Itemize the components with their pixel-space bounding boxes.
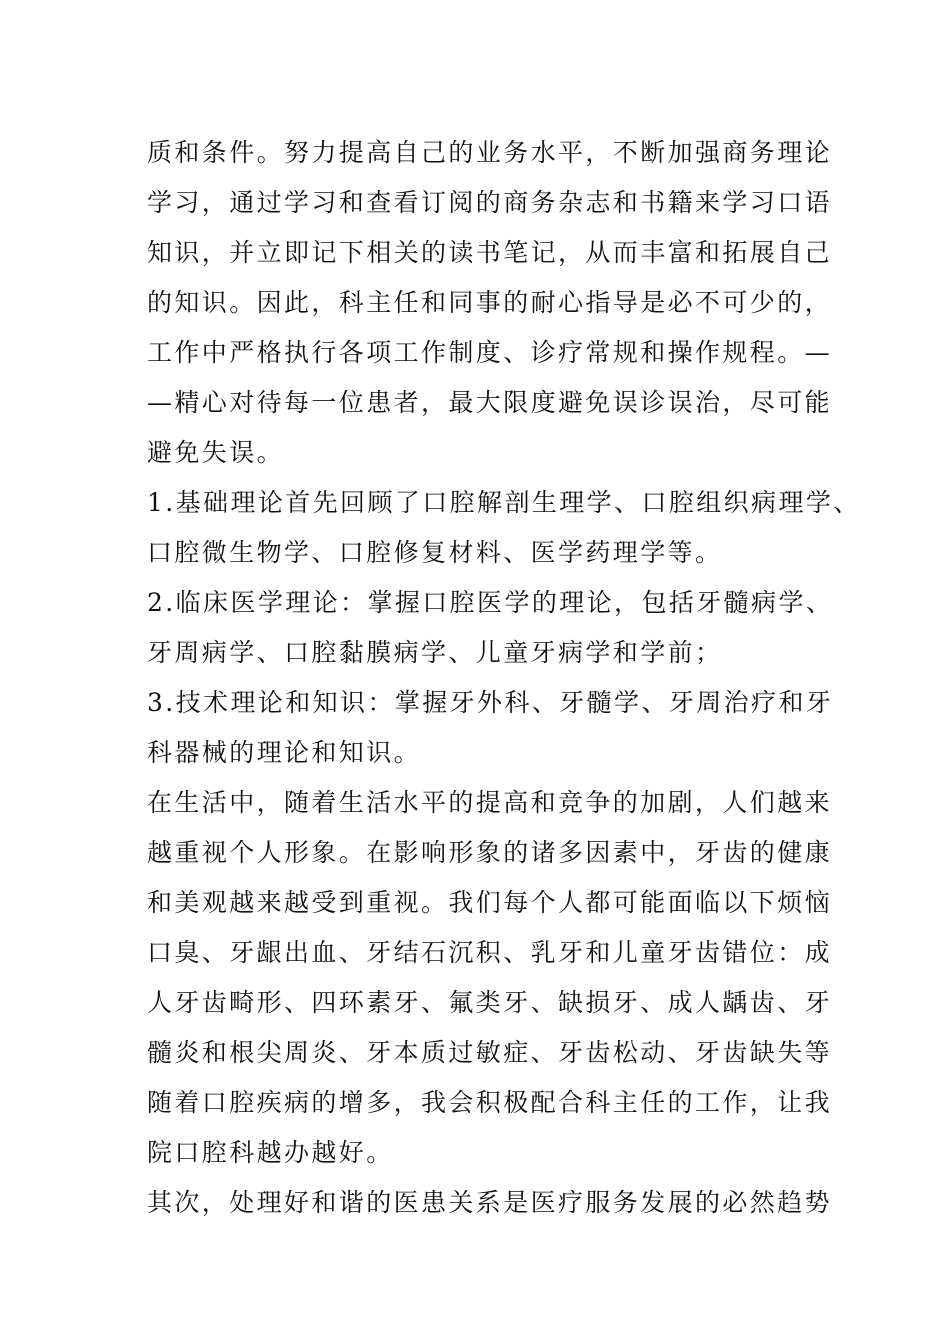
list-item-1: 1.基础理论首先回顾了口腔解剖生理学、口腔组织病理学、 xyxy=(147,488,861,517)
text-line: 髓炎和根尖周炎、牙本质过敏症、牙齿松动、牙齿缺失等 xyxy=(147,1038,833,1067)
text-line: 和美观越来越受到重视。我们每个人都可能面临以下烦恼 xyxy=(147,888,833,917)
text-line: 口臭、牙龈出血、牙结石沉积、乳牙和儿童牙齿错位：成 xyxy=(147,938,833,967)
text-line: —精心对待每一位患者，最大限度避免误诊误治，尽可能 xyxy=(147,388,833,417)
text-line: 避免失误。 xyxy=(147,438,285,467)
text-line: 其次，处理好和谐的医患关系是医疗服务发展的必然趋势 xyxy=(147,1188,833,1217)
text-line: 随着口腔疾病的增多，我会积极配合科主任的工作，让我 xyxy=(147,1088,833,1117)
text-line: 牙周病学、口腔黏膜病学、儿童牙病学和学前； xyxy=(147,638,723,667)
text-line: 越重视个人形象。在影响形象的诸多因素中，牙齿的健康 xyxy=(147,838,833,867)
text-line: 学习，通过学习和查看订阅的商务杂志和书籍来学习口语 xyxy=(147,188,833,217)
text-line: 质和条件。努力提高自己的业务水平，不断加强商务理论 xyxy=(147,138,833,167)
text-line: 知识，并立即记下相关的读书笔记，从而丰富和拓展自己 xyxy=(147,238,833,267)
text-line: 口腔微生物学、口腔修复材料、医学药理学等。 xyxy=(147,538,723,567)
list-item-3: 3.技术理论和知识：掌握牙外科、牙髓学、牙周治疗和牙 xyxy=(147,688,834,717)
text-line: 在生活中，随着生活水平的提高和竞争的加剧，人们越来 xyxy=(147,788,833,817)
text-line: 院口腔科越办越好。 xyxy=(147,1138,394,1167)
text-line: 工作中严格执行各项工作制度、诊疗常规和操作规程。— xyxy=(147,338,833,367)
document-body xyxy=(147,128,861,1228)
list-item-2: 2.临床医学理论：掌握口腔医学的理论，包括牙髓病学、 xyxy=(147,588,834,617)
text-line: 科器械的理论和知识。 xyxy=(147,738,422,767)
text-line: 人牙齿畸形、四环素牙、氟类牙、缺损牙、成人龋齿、牙 xyxy=(147,988,833,1017)
text-line: 的知识。因此，科主任和同事的耐心指导是必不可少的， xyxy=(147,288,833,317)
